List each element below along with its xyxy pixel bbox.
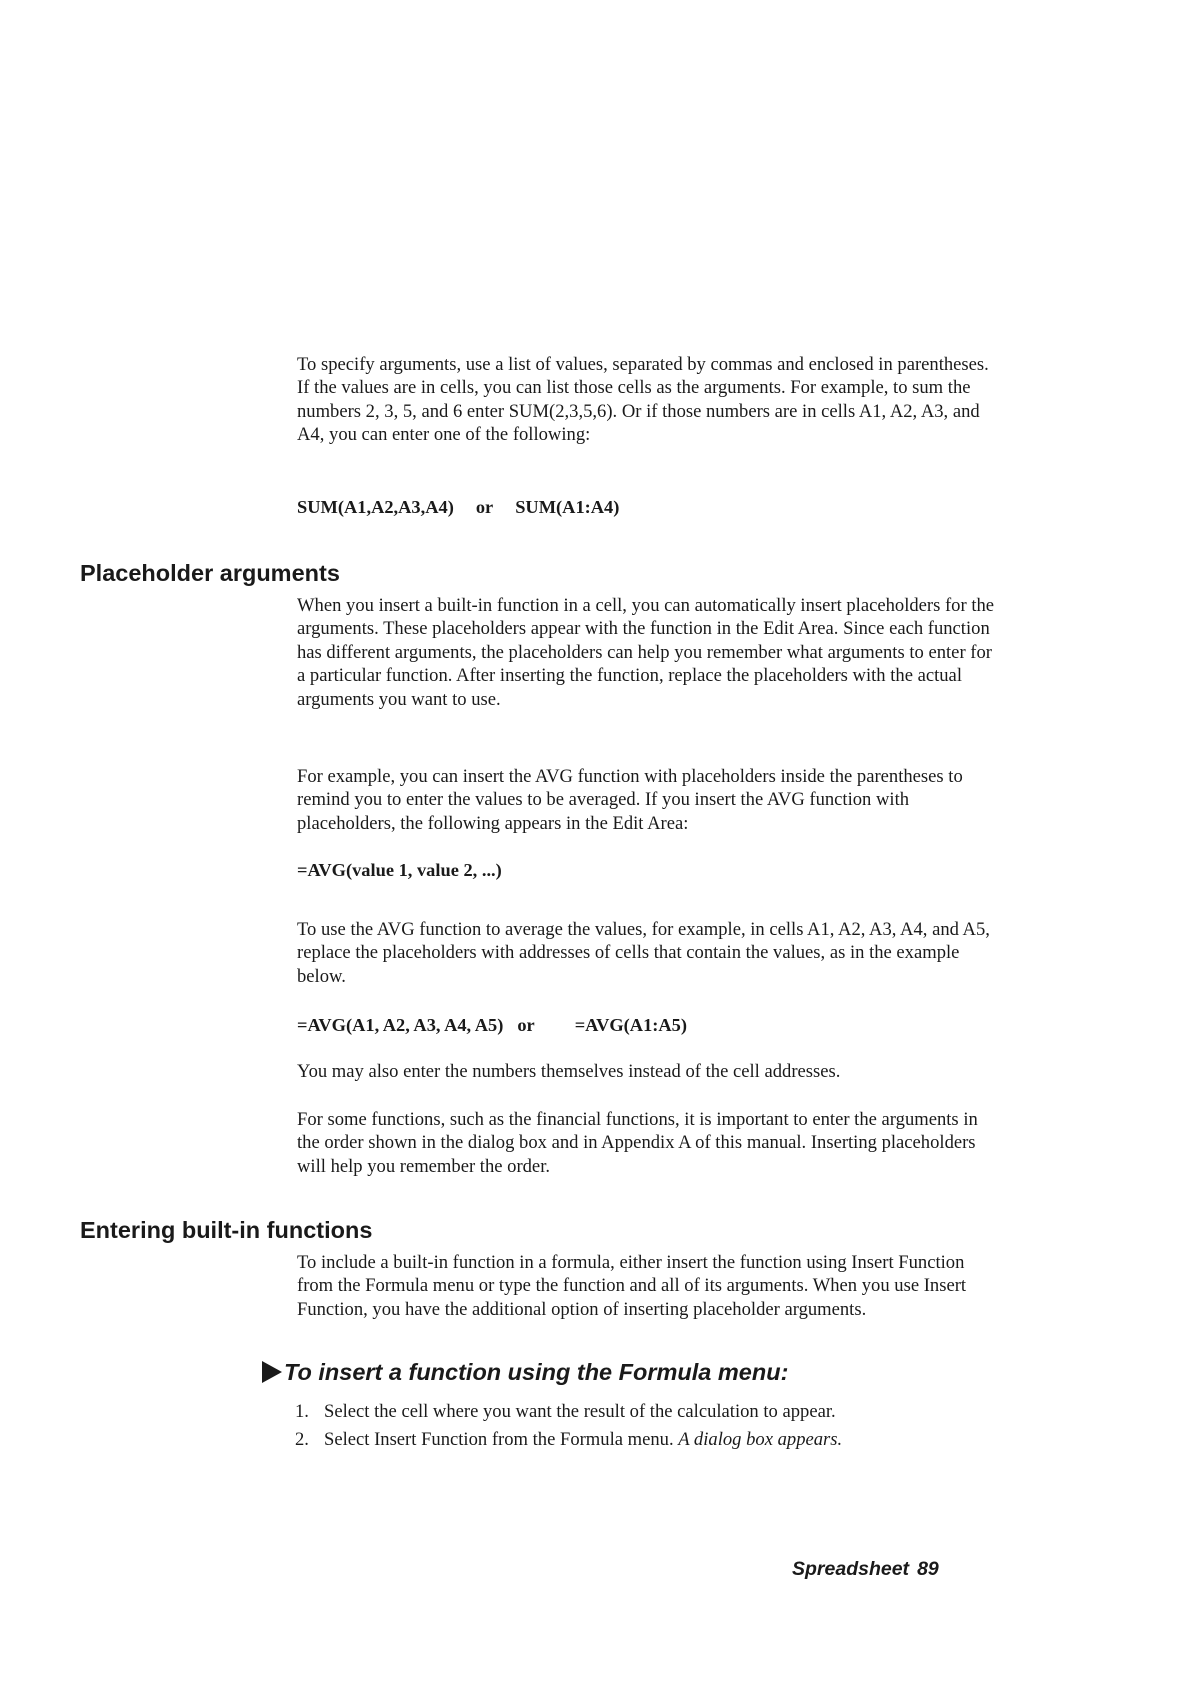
- step-text: Select Insert Function from the Formula menu.: [324, 1429, 674, 1451]
- placeholder-paragraph-5: For some functions, such as the financial functions, it is important to enter the arguments in the order shown in the dialog box and in Appendix A of this manual. Inserting placeholders will help you remember the order.: [297, 1109, 978, 1177]
- step-number: 1.: [295, 1401, 309, 1422]
- sum-example-or: or: [475, 497, 494, 517]
- placeholder-paragraph-3: To use the AVG function to average the values, for example, in cells A1, A2, A3, A4, and A5, replace the placeholders with addresses of cells that contain the values, as in the example below.: [297, 919, 990, 987]
- procedure-heading: [262, 1358, 788, 1386]
- placeholder-paragraph-1: When you insert a built-in function in a cell, you can automatically insert placeholders for the arguments. These placeholders appear with the function in the Edit Area. Since each function has different arguments, the placeholders can help you remember what arguments to enter for a particular function. After inserting the function, replace the placeholders with the actual arguments you want to use.: [297, 595, 995, 710]
- page-footer: [792, 1557, 939, 1581]
- entering-paragraph: To include a built-in function in a formula, either insert the function using Insert Function from the Formula menu or type the function and all of its arguments. When you use Insert Function, you have the additional option of inserting placeholder arguments.: [297, 1252, 967, 1320]
- sum-example-right: SUM(A1:A4): [515, 497, 620, 517]
- sum-example: [297, 496, 619, 519]
- avg-example-right: =AVG(A1:A5): [574, 1015, 687, 1035]
- triangle-arrow-icon: [262, 1361, 282, 1383]
- procedure-step: [295, 1400, 842, 1423]
- procedure-heading-text: To insert a function using the Formula menu:: [284, 1359, 789, 1385]
- avg-placeholder-example: =AVG(value 1, value 2, ...): [297, 860, 502, 880]
- sum-example-left: SUM(A1,A2,A3,A4): [297, 497, 454, 517]
- avg-example-left: =AVG(A1, A2, A3, A4, A5): [297, 1015, 504, 1035]
- intro-paragraph: To specify arguments, use a list of values, separated by commas and enclosed in parentheses. If the values are in cells, you can list those cells as the arguments. For example, to sum the numbers 2, 3, 5, and 6 enter SUM(2,3,5,6). Or if those numbers are in cells A1, A2, A3, and A4, you can enter one of the following:: [297, 354, 989, 446]
- footer-section-title: Spreadsheet: [792, 1558, 910, 1580]
- procedure-steps: [295, 1400, 842, 1457]
- step-text: Select the cell where you want the result of the calculation to appear.: [324, 1401, 836, 1422]
- section-heading-entering-functions: Entering built-in functions: [80, 1217, 373, 1243]
- section-heading-placeholder-arguments: Placeholder arguments: [80, 560, 340, 586]
- procedure-step: [295, 1428, 842, 1451]
- step-result: A dialog box appears.: [678, 1429, 843, 1451]
- placeholder-paragraph-4: You may also enter the numbers themselves instead of the cell addresses.: [297, 1061, 841, 1082]
- placeholder-paragraph-2: For example, you can insert the AVG function with placeholders inside the parentheses to remind you to enter the values to be averaged. If you insert the AVG function with placeholders, the following appears in the Edit Area:: [297, 766, 963, 834]
- avg-address-example: [297, 1014, 687, 1037]
- page-number: 89: [917, 1558, 939, 1580]
- avg-example-or: or: [517, 1015, 535, 1035]
- step-number: 2.: [295, 1429, 309, 1451]
